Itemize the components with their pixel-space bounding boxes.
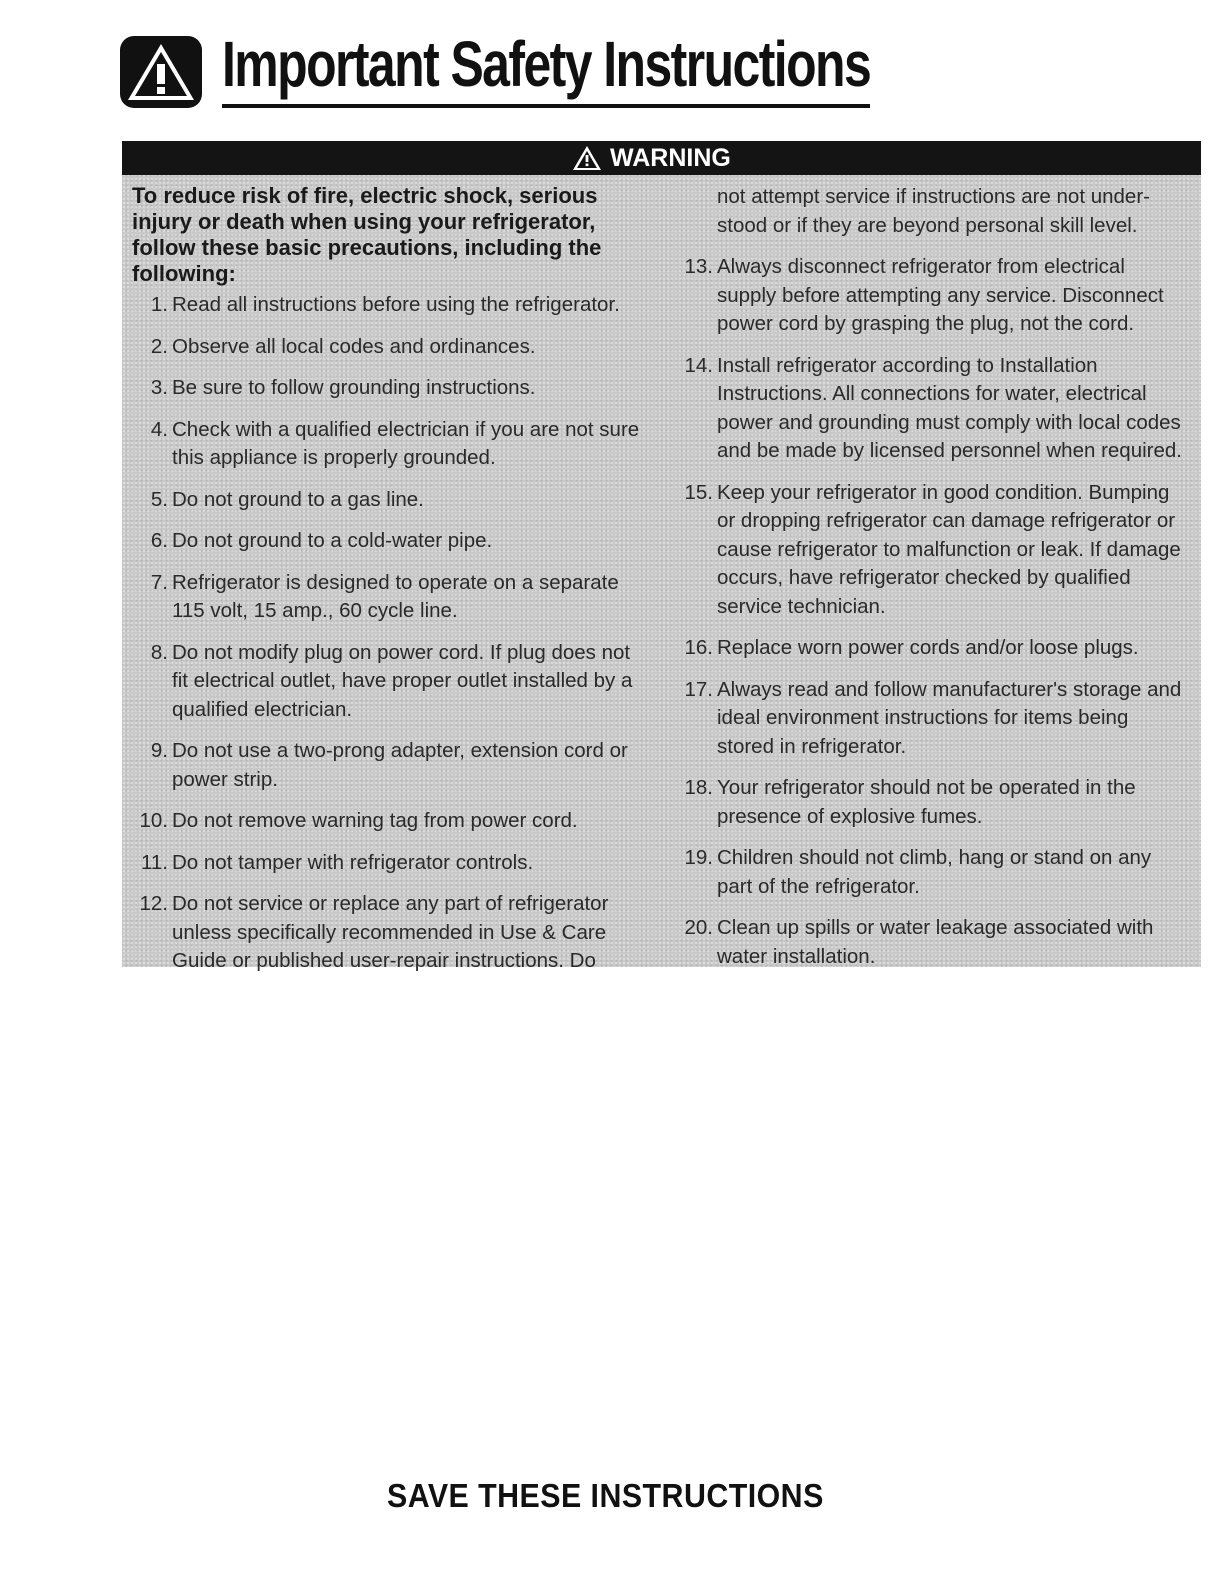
page-title: Important Safety Instructions [222, 28, 871, 100]
warning-box [122, 141, 1201, 972]
warning-label: WARNING [610, 144, 731, 172]
item-text: Do not modify plug on power cord. If plug does not fit electrical outlet, have proper outlet installed by a qualified electrician. [172, 640, 633, 721]
item-text: Refrigerator is designed to operate on a separate 115 volt, 15 amp., 60 cycle line. [172, 570, 619, 622]
warning-intro: To reduce risk of fire, electric shock, serious injury or death when using your refrigerator, follow these basic precautions, including the following: [132, 183, 602, 286]
item-number: 16. [684, 636, 713, 659]
warning-heading [572, 141, 731, 175]
list-item [132, 890, 644, 976]
list-item [677, 844, 1189, 901]
item-text: Do not remove warning tag from power cord. [172, 809, 578, 832]
list-item [132, 807, 644, 836]
item-12-continued: not attempt service if instructions are not under-stood or if they are beyond personal skill level. [717, 185, 1150, 237]
title-underline [222, 104, 870, 108]
item-text: Your refrigerator should not be operated in the presence of explosive fumes. [717, 776, 1136, 828]
warning-list-left [132, 291, 644, 976]
item-text: Check with a qualified electrician if you are not sure this appliance is properly grounded. [172, 417, 640, 469]
item-text: Be sure to follow grounding instructions. [172, 376, 536, 399]
item-number: 7. [150, 570, 168, 594]
list-item [132, 569, 644, 626]
list-item [677, 253, 1189, 339]
warning-bar [122, 141, 1201, 175]
item-number: 8. [150, 640, 168, 664]
list-item [132, 527, 644, 556]
item-number: 17. [684, 677, 713, 701]
save-instructions-footer [0, 1476, 1211, 1516]
footer-text: SAVE THESE INSTRUCTIONS [387, 1477, 824, 1514]
alert-triangle-icon [572, 145, 602, 171]
list-item [132, 486, 644, 515]
item-number: 5. [150, 487, 168, 511]
item-text: Children should not climb, hang or stand on any part of the refrigerator. [717, 846, 1152, 898]
warning-column-right [677, 183, 1189, 984]
item-number: 13. [684, 255, 713, 278]
item-number: 3. [150, 376, 168, 399]
list-item [132, 416, 644, 473]
list-item [677, 352, 1189, 466]
list-item [132, 291, 644, 320]
item-text: Read all instructions before using the refrigerator. [172, 293, 620, 316]
item-text: Do not use a two-prong adapter, extension cord or power strip. [172, 739, 628, 791]
item-number: 4. [150, 417, 168, 441]
item-text: Keep your refrigerator in good condition. Bumping or dropping refrigerator can damage refrigerator or cause refrigerator to malfunction or leak. If damage occurs, have refrigerator checked by qualified service technician. [717, 480, 1181, 618]
item-number: 11. [141, 850, 168, 874]
list-item [677, 676, 1189, 762]
item-number: 14. [684, 353, 713, 377]
item-text: Do not service or replace any part of refrigerator unless specifically recommended in Use & Care Guide or published user-repair instructions. Do [172, 892, 609, 972]
item-text: Clean up spills or water leakage associated with water installation. [717, 916, 1154, 968]
item-number: 18. [684, 776, 713, 799]
item-number: 9. [150, 739, 168, 762]
list-item [132, 737, 644, 794]
item-number: 19. [684, 846, 713, 869]
item-text: Always disconnect refrigerator from electrical supply before attempting any service. Disconnect power cord by grasping the plug, not the cord. [717, 255, 1164, 335]
item-number: 10. [139, 809, 168, 832]
item-number: 12. [139, 892, 168, 915]
warning-list-right [677, 253, 1189, 971]
list-item [132, 374, 644, 403]
page-header [118, 26, 878, 116]
item-text: Replace worn power cords and/or loose plugs. [717, 636, 1139, 659]
item-number: 1. [150, 293, 168, 316]
warning-column-left [132, 183, 644, 989]
item-text: Always read and follow manufacturer's storage and ideal environment instructions for items being stored in refrigerator. [717, 677, 1182, 758]
item-text: Do not tamper with refrigerator controls. [172, 850, 534, 874]
item-number: 15. [684, 480, 713, 504]
list-item [677, 914, 1189, 971]
item-number: 2. [150, 334, 168, 358]
list-item [677, 634, 1189, 663]
item-number: 20. [684, 916, 713, 939]
list-item [132, 849, 644, 878]
list-item [132, 639, 644, 725]
item-text: Do not ground to a cold-water pipe. [172, 529, 493, 552]
warning-triangle-icon [118, 34, 204, 110]
item-number: 6. [150, 529, 168, 552]
list-item [677, 774, 1189, 831]
list-item [132, 333, 644, 362]
item-text: Observe all local codes and ordinances. [172, 334, 536, 358]
list-item [677, 479, 1189, 622]
item-text: Install refrigerator according to Installation Instructions. All connections for water, electrical power and grounding must comply with local codes and be made by licensed personnel when required. [717, 353, 1182, 462]
item-text: Do not ground to a gas line. [172, 487, 424, 511]
